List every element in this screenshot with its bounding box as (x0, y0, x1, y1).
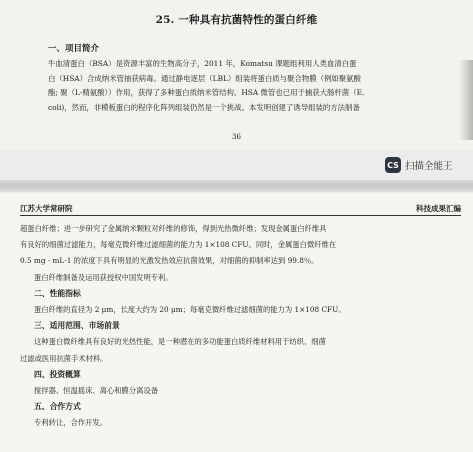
text-line: 白（HSA）合成纳米管抽获病毒。通过静电逐层（LBL）组装将蛋白质与聚合物膜（例如聚氨酸 (48, 73, 361, 83)
running-header (20, 203, 461, 215)
body-text (20, 221, 468, 431)
text-line: 这种蛋白微纤维具有良好的光热性能，是一种潜在的多功能蛋白质纤维材料用于纺织、细菌 (34, 337, 326, 347)
section-heading-intro: 一、项目简介 (48, 44, 100, 54)
header-rule (20, 215, 461, 216)
section-heading: 四、投资概算 (34, 369, 81, 379)
scanner-watermark (385, 157, 453, 173)
watermark-text: 扫描全能王 (405, 161, 453, 172)
text-line: 牛血清蛋白（BSA）是资源丰富的生物高分子，2011 年，Komatsu 课题组利用人类血清白蛋 (48, 59, 357, 68)
section-heading: 三、适用范围、市场前景 (34, 321, 120, 331)
page-separator (0, 180, 473, 192)
text-line: 有良好的细菌过滤能力，每毫克微纤维过滤细菌的能力为 1×108 CFU。同时，金属蛋白微纤维在 (20, 240, 337, 250)
text-line: coli)，然而，非模板蛋白的程序化阵列组装仍然是一个挑战。本发明创建了诱导组装的方法制备 (48, 102, 360, 112)
scanned-page-top (0, 0, 473, 150)
page-number: 36 (232, 133, 241, 141)
section-heading: 二、性能指标 (34, 288, 81, 298)
page-title: 25. 一种具有抗菌特性的蛋白纤维 (155, 14, 318, 26)
header-institution: 江苏大学常研院 (20, 204, 73, 213)
text-line: 搅拌器、恒温摇床、离心和膜分离设备 (34, 385, 159, 395)
intro-paragraph (48, 57, 473, 115)
camscanner-logo-icon: CS (385, 157, 401, 173)
text-line: 蛋白纤维制备及运用获授权中国发明专利。 (34, 272, 173, 282)
text-line: 专利转让，合作开发。 (34, 418, 107, 428)
text-line: 蛋白纤维的直径为 2 μm，长度大约为 20 μm；每毫克微纤维过滤细菌的能力为 1×108 CFU。 (34, 304, 346, 314)
text-line: 超蛋白纤维；进一步研究了金属纳米颗粒对纤维的修饰，得到光热微纤维；发现金属蛋白纤维具 (20, 224, 327, 233)
text-line: 0.5 mg · mL-1 的浓度下具有明显的光激发热效应抗菌效果，对细菌的抑制率达到 99.8％。 (20, 256, 319, 266)
header-collection-title: 科技成果汇编 (416, 204, 461, 213)
scanned-page-bottom (0, 193, 473, 452)
text-line: 过滤或医用抗菌手术材料。 (20, 353, 108, 363)
page-curl-shadow (459, 60, 473, 140)
text-line: 酯; 聚（L-精氨酸））作用，获得了多种蛋白质纳米管结构。HSA 微管也已用于捕获大肠杆菌（E. (48, 88, 365, 97)
section-heading: 五、合作方式 (34, 402, 81, 412)
